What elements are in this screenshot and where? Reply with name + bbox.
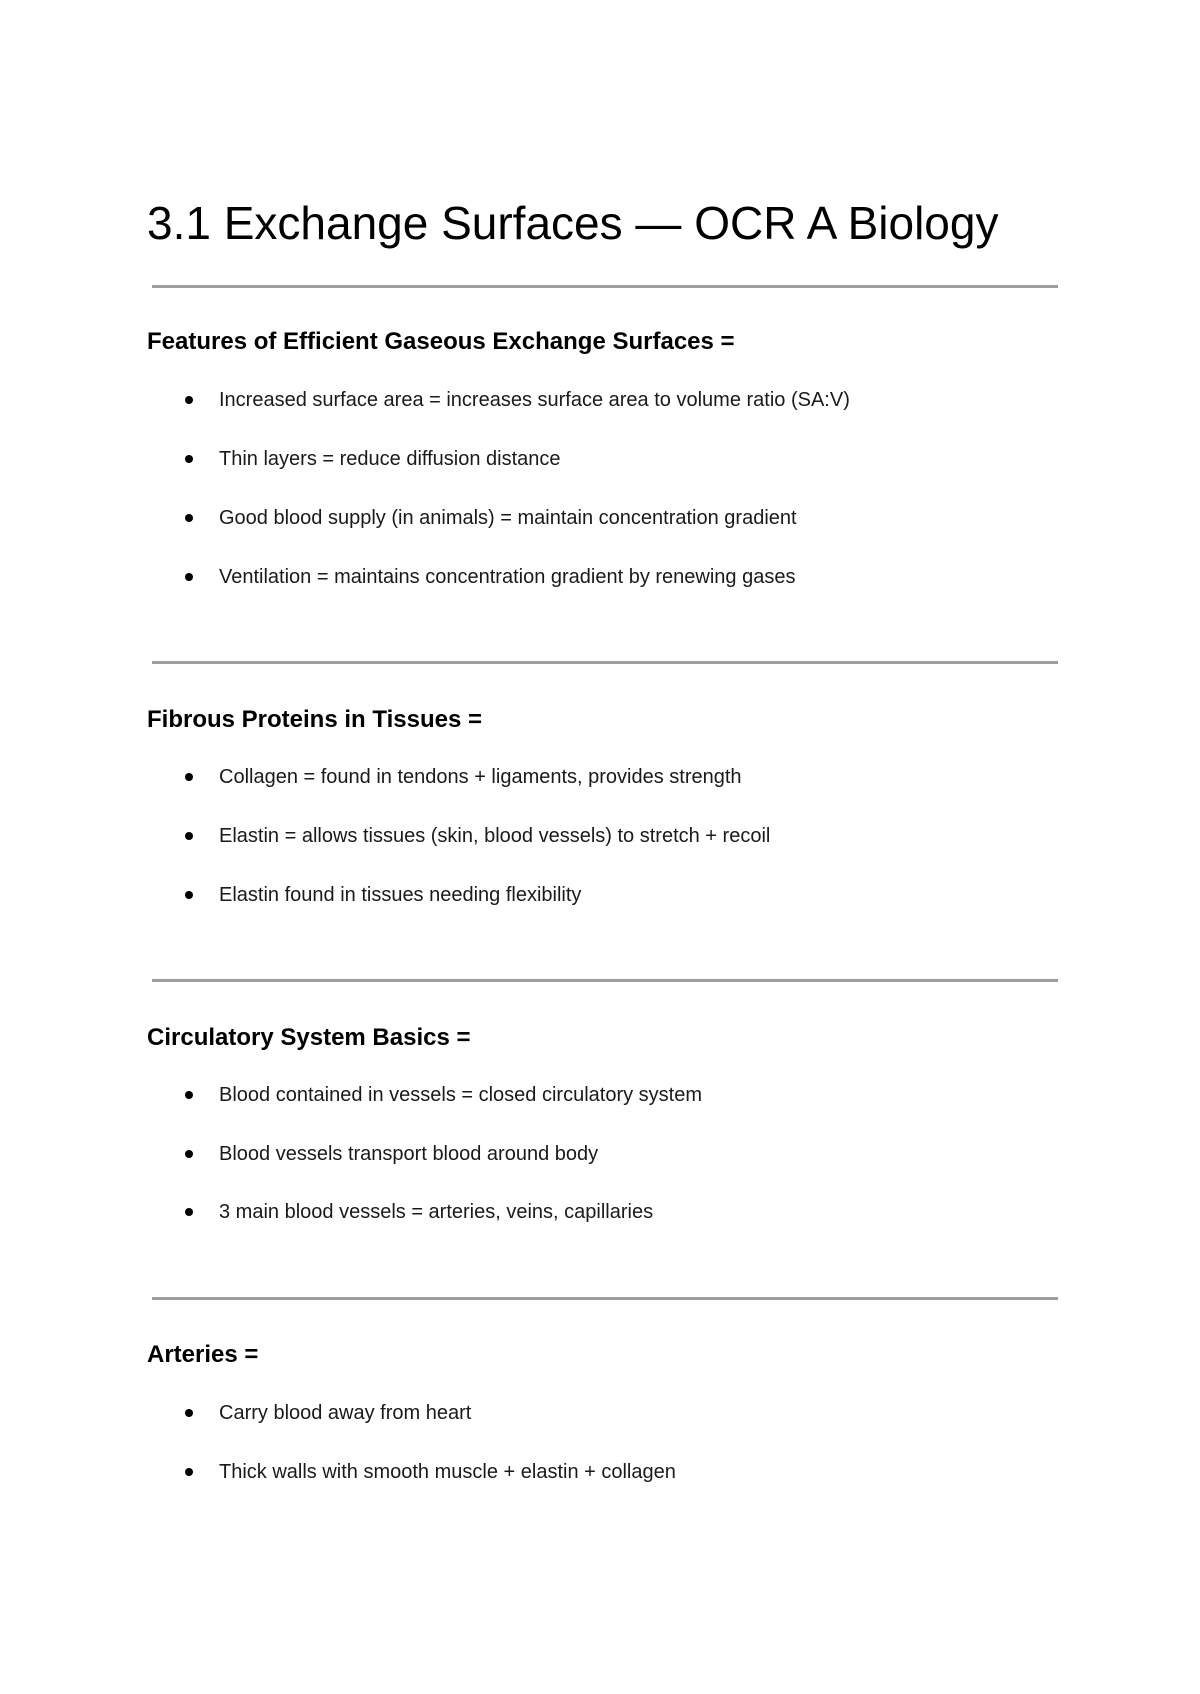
bullet-icon [185, 573, 193, 581]
divider [152, 661, 1058, 664]
page-title: 3.1 Exchange Surfaces — OCR A Biology [147, 197, 999, 249]
bullet-icon [185, 773, 193, 781]
list-item-text: Blood contained in vessels = closed circulatory system [219, 1084, 703, 1106]
list-item-text: Elastin = allows tissues (skin, blood vessels) to stretch + recoil [219, 825, 771, 847]
divider [152, 979, 1058, 982]
list-item-text: Thin layers = reduce diffusion distance [219, 448, 561, 470]
list-item-text: Elastin found in tissues needing flexibility [219, 884, 582, 906]
section-heading-arteries: Arteries = [147, 1341, 259, 1368]
list-item-text: Blood vessels transport blood around body [219, 1143, 599, 1165]
list-item-text: Good blood supply (in animals) = maintain concentration gradient [219, 507, 797, 529]
bullet-icon [185, 832, 193, 840]
bullet-icon [185, 514, 193, 522]
divider [152, 1297, 1058, 1300]
bullet-icon [185, 455, 193, 463]
bullet-icon [185, 396, 193, 404]
list-item-text: Increased surface area = increases surface area to volume ratio (SA:V) [219, 389, 850, 411]
bullet-icon [185, 1468, 193, 1476]
divider [152, 285, 1058, 288]
list-item-text: Collagen = found in tendons + ligaments, provides strength [219, 766, 742, 788]
section-heading-gas-exchange: Features of Efficient Gaseous Exchange Surfaces = [147, 328, 735, 355]
bullet-icon [185, 1091, 193, 1099]
bullet-icon [185, 1208, 193, 1216]
bullet-icon [185, 1409, 193, 1417]
bullet-icon [185, 891, 193, 899]
section-heading-circulatory-system: Circulatory System Basics = [147, 1024, 471, 1051]
list-item-text: Ventilation = maintains concentration gradient by renewing gases [219, 566, 796, 588]
list-item-text: Thick walls with smooth muscle + elastin + collagen [219, 1461, 676, 1483]
section-heading-fibrous-proteins: Fibrous Proteins in Tissues = [147, 706, 482, 733]
list-item-text: Carry blood away from heart [219, 1402, 472, 1424]
bullet-icon [185, 1150, 193, 1158]
list-item-text: 3 main blood vessels = arteries, veins, capillaries [219, 1201, 654, 1223]
